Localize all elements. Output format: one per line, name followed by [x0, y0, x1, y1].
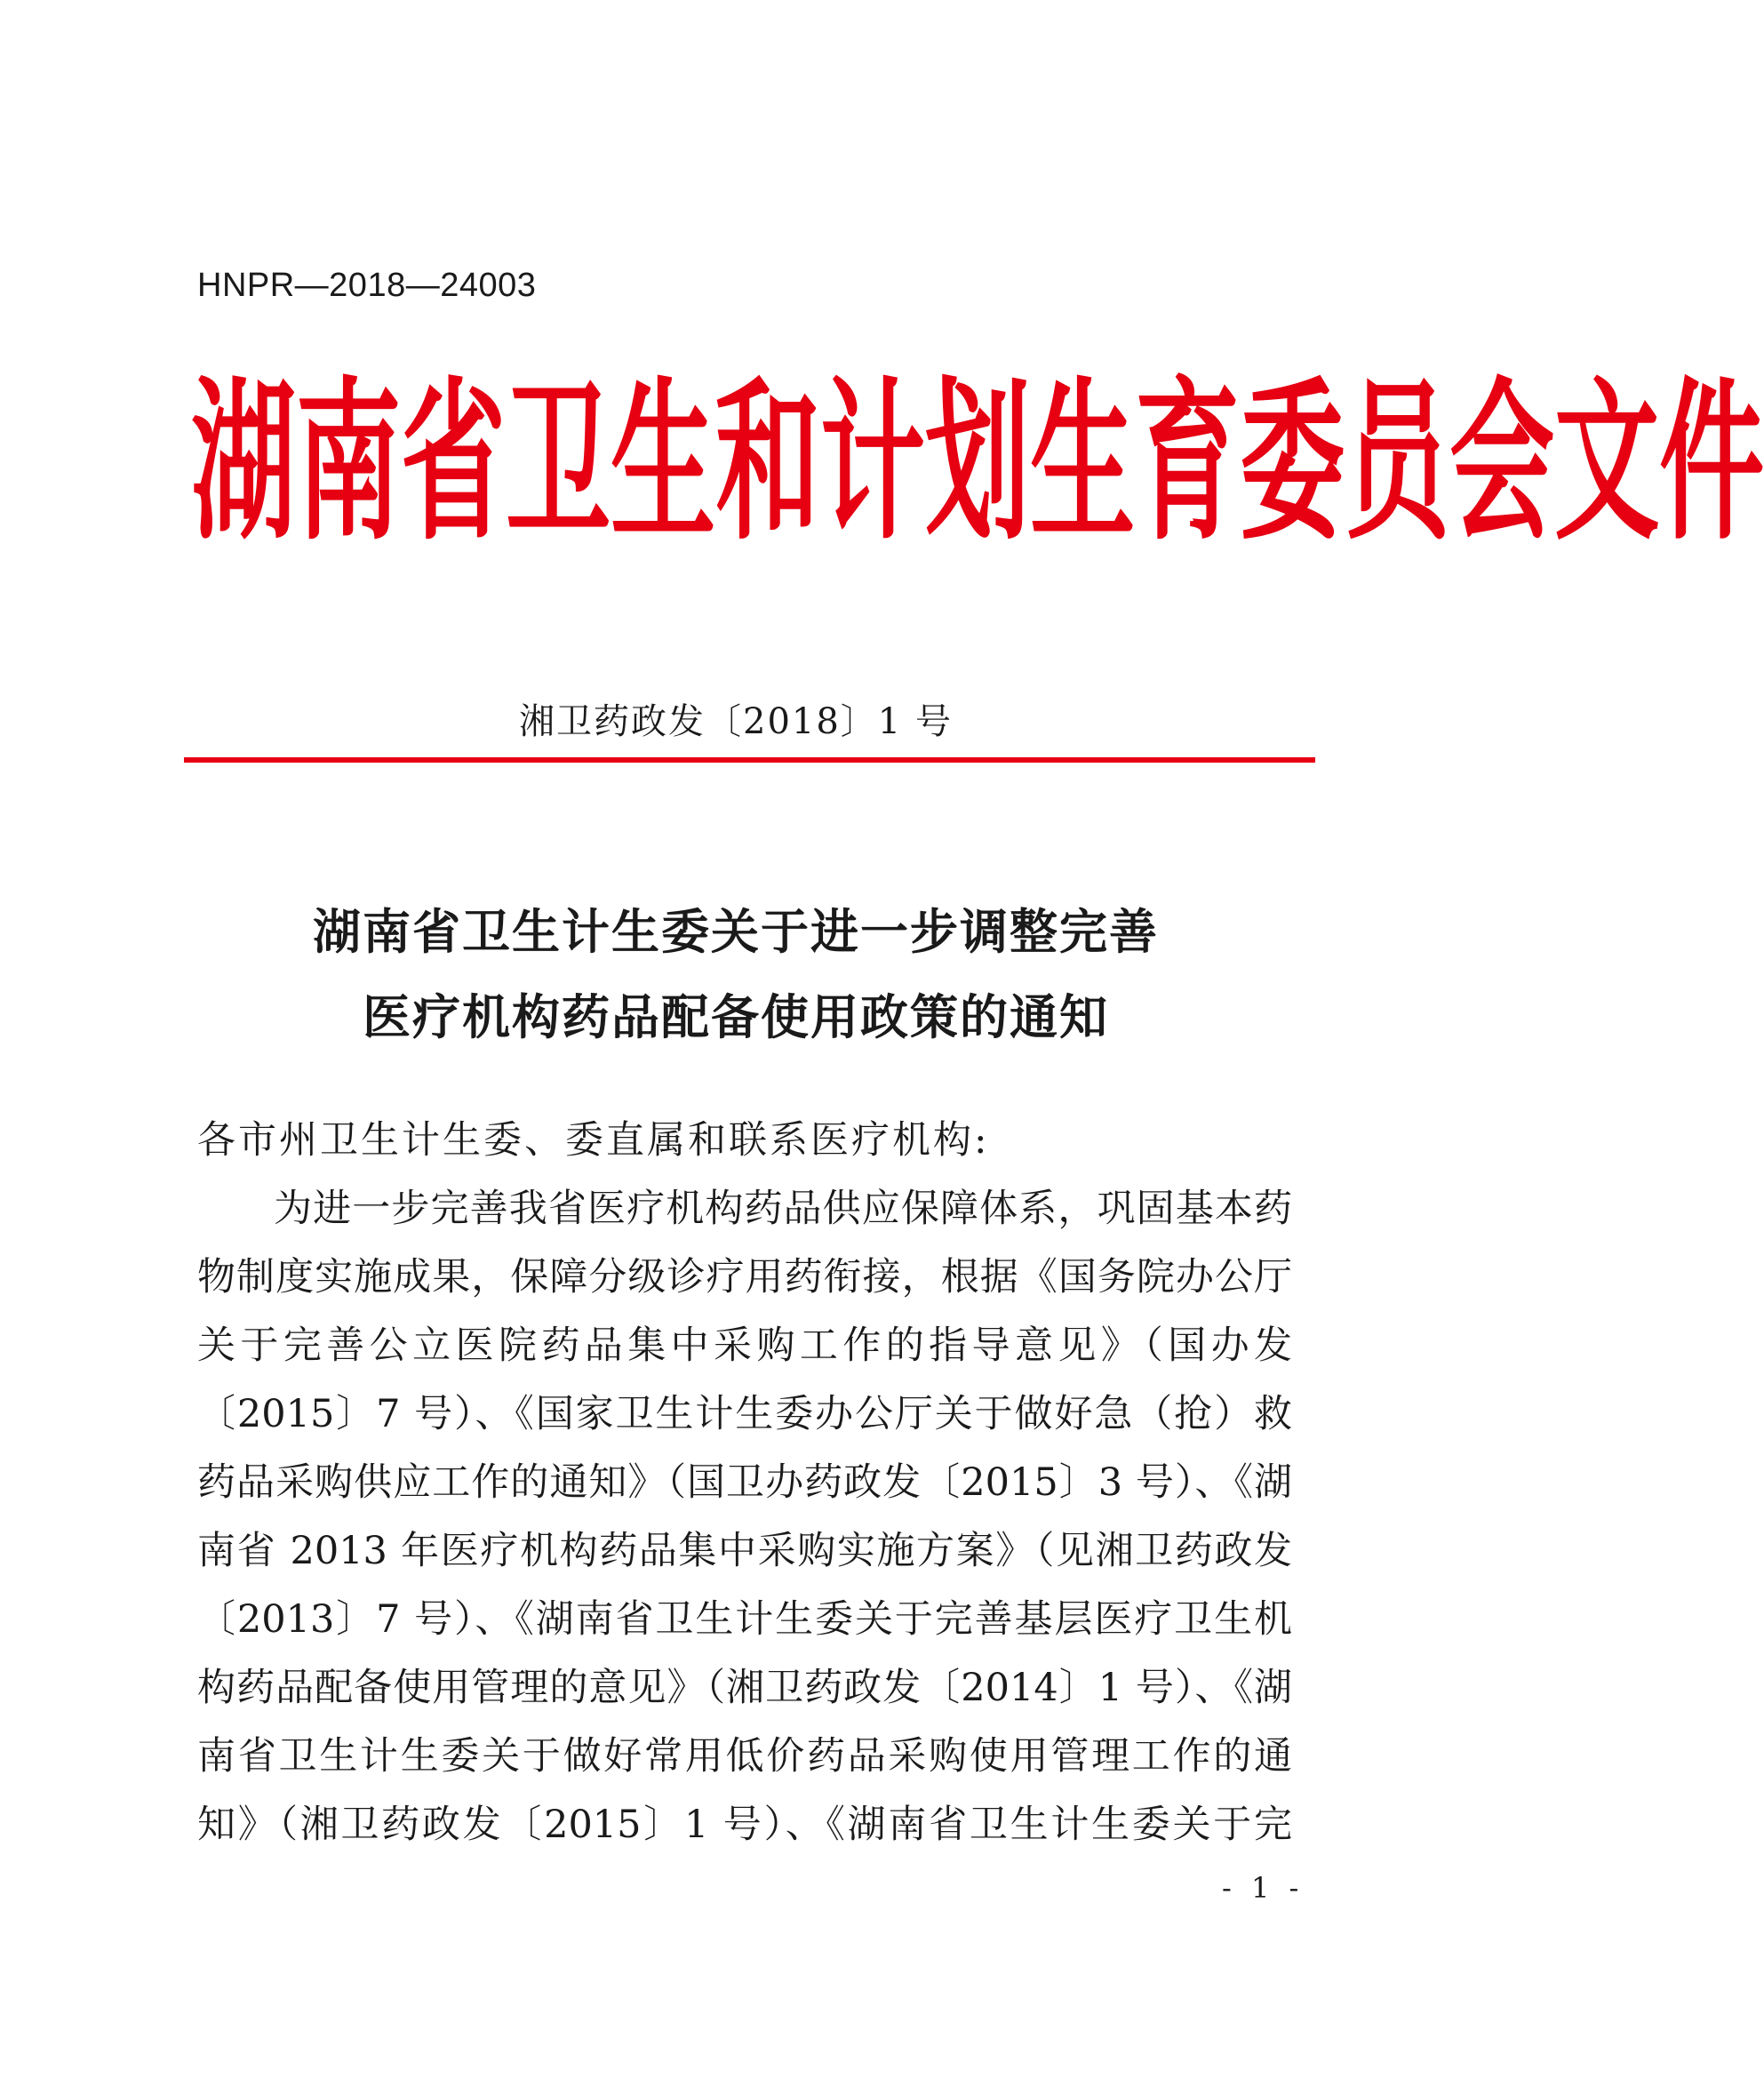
masthead-char: 会: [1449, 361, 1555, 564]
masthead-char: 卫: [506, 361, 611, 564]
paragraph-line: 药品采购供应工作的通知》（国卫办药政发〔2015〕3 号）、《湖: [197, 1460, 1292, 1505]
masthead-char: 划: [925, 361, 1031, 564]
paragraph-line: 南省卫生计生委关于做好常用低价药品采购使用管理工作的通: [197, 1734, 1292, 1779]
document-body: [197, 1107, 1292, 1859]
paragraph-line: 物制度实施成果，保障分级诊疗用药衔接，根据《国务院办公厅: [197, 1255, 1292, 1299]
masthead-char: 件: [1659, 361, 1764, 564]
masthead-char: 南: [296, 361, 402, 564]
masthead-char: 湖: [191, 361, 297, 564]
paragraph-line: 关于完善公立医院药品集中采购工作的指导意见》（国办发: [197, 1323, 1292, 1368]
document-code: HNPR—2018—24003: [197, 267, 537, 304]
salutation: 各市州卫生计生委、委直属和联系医疗机构:: [197, 1118, 990, 1163]
masthead-char: 员: [1345, 361, 1450, 564]
title-line-2: 医疗机构药品配备使用政策的通知: [363, 988, 1109, 1045]
masthead-char: 和: [715, 361, 821, 564]
paragraph-line: 〔2013〕7 号）、《湖南省卫生计生委关于完善基层医疗卫生机: [197, 1597, 1292, 1642]
paragraph-line: 构药品配备使用管理的意见》（湘卫药政发〔2014〕1 号）、《湖: [197, 1666, 1292, 1710]
masthead-red-header: [191, 361, 1764, 564]
masthead-char: 委: [1240, 361, 1345, 564]
page-number: - 1 -: [1222, 1871, 1305, 1905]
masthead-char: 省: [401, 361, 507, 564]
masthead-char: 计: [820, 361, 926, 564]
paragraph-line: 〔2015〕7 号）、《国家卫生计生委办公厅关于做好急（抢）救: [197, 1392, 1292, 1436]
red-divider-line: [184, 757, 1315, 763]
paragraph-line: 为进一步完善我省医疗机构药品供应保障体系，巩固基本药: [274, 1187, 1292, 1231]
masthead-char: 育: [1135, 361, 1241, 564]
masthead-char: 文: [1554, 361, 1660, 564]
paragraph-line: 南省 2013 年医疗机构药品集中采购实施方案》（见湘卫药政发: [197, 1529, 1292, 1573]
paragraph-line: 知》（湘卫药政发〔2015〕1 号）、《湖南省卫生计生委关于完: [197, 1803, 1292, 1847]
title-line-1: 湖南省卫生计生委关于进一步调整完善: [313, 903, 1159, 960]
masthead-char: 生: [611, 361, 716, 564]
issuance-number: 湘卫药政发〔2018〕1 号: [519, 701, 953, 742]
document-title: [0, 889, 1472, 1059]
masthead-char: 生: [1030, 361, 1136, 564]
